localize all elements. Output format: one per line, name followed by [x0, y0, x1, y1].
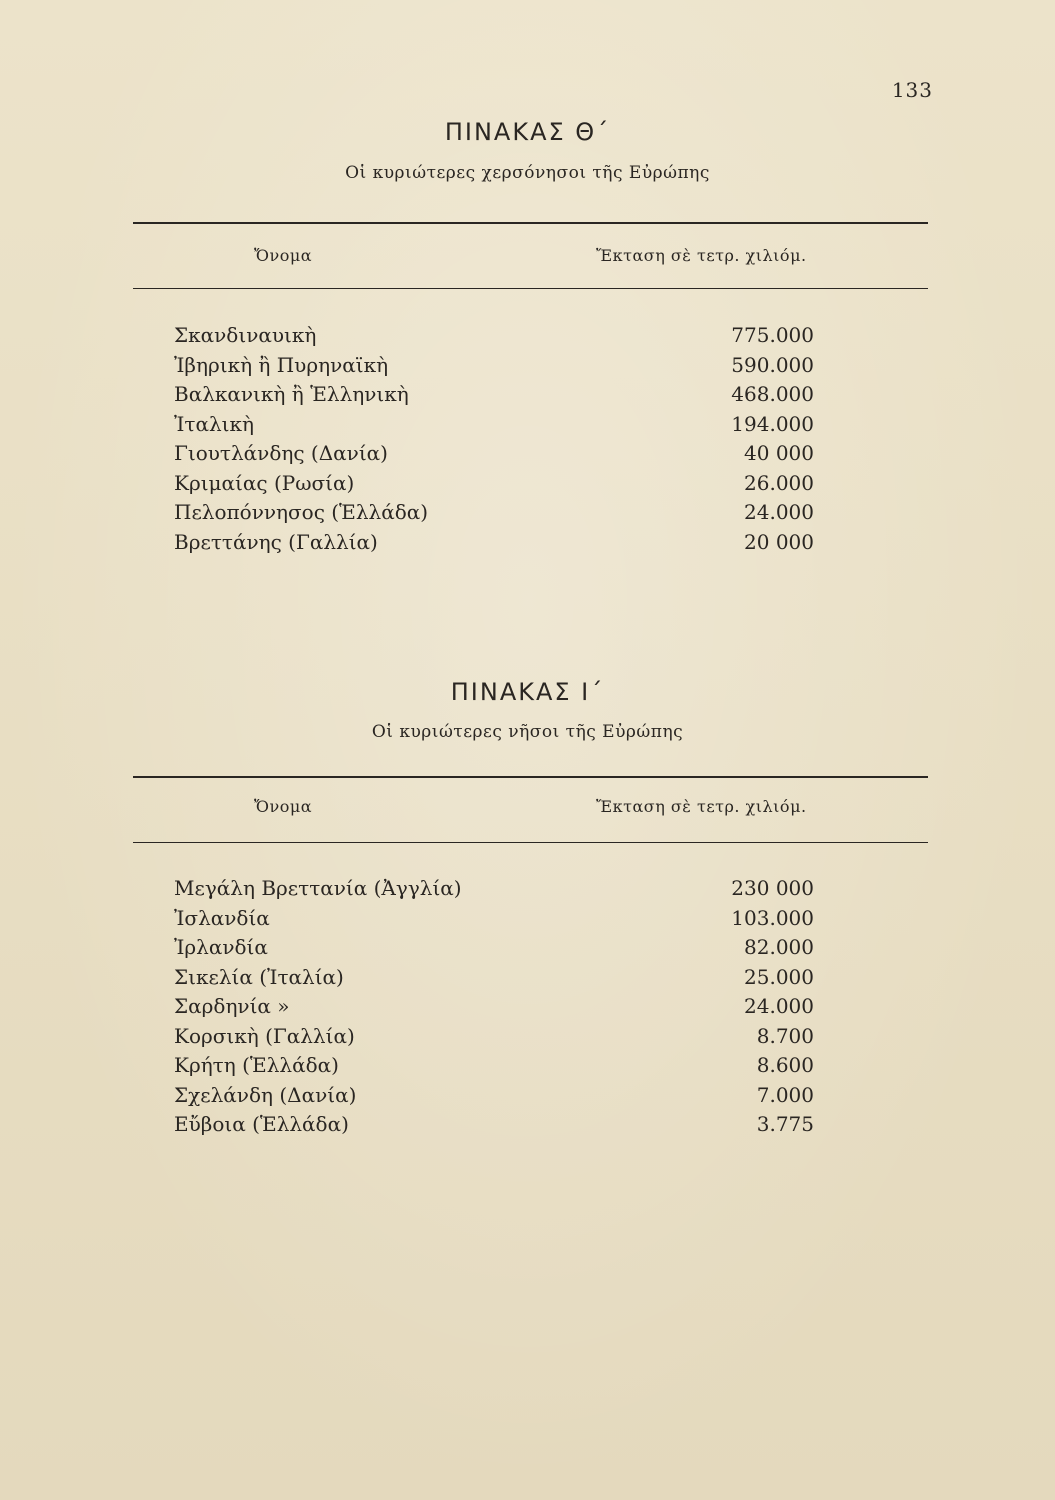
row-name: Ἰσλανδία	[174, 905, 270, 930]
row-name: Γιουτλάνδης (Δανία)	[174, 441, 388, 465]
table1-title: ΠΙΝΑΚΑΣ Θ΄	[444, 118, 611, 146]
table-row	[174, 351, 814, 381]
row-area-value: 25.000	[744, 964, 814, 989]
table-row	[174, 380, 814, 410]
row-name: Ἰρλανδία	[174, 935, 268, 959]
row-name: Σχελάνδη (Δανία)	[174, 1082, 357, 1107]
table1-header-rule	[133, 288, 928, 289]
row-name: Σαρδηνία »	[174, 994, 290, 1018]
row-name: Ἰταλικὴ	[174, 411, 254, 436]
table-row	[174, 963, 814, 993]
table-row	[174, 1022, 814, 1052]
row-area-value: 40 000	[744, 441, 814, 465]
table-row	[174, 321, 814, 351]
row-area-value: 24.000	[744, 500, 814, 524]
table2-rows	[174, 874, 814, 1140]
table-row	[174, 439, 814, 469]
table-row	[174, 1051, 814, 1081]
table2-col-area: Ἔκταση σὲ τετρ. χιλιόμ.	[596, 797, 807, 816]
row-name: Πελοπόννησος (Ἑλλάδα)	[174, 500, 429, 524]
row-name: Κριμαίας (Ρωσία)	[174, 470, 355, 495]
table-row	[174, 469, 814, 499]
table1-col-area: Ἔκταση σὲ τετρ. χιλιόμ.	[596, 246, 807, 265]
table1-col-name: Ὄνομα	[254, 246, 313, 265]
row-area-value: 8.600	[756, 1053, 814, 1077]
row-area-value: 82.000	[744, 935, 814, 959]
row-area-value: 230 000	[731, 876, 814, 900]
table1-rows	[174, 321, 814, 557]
table2-top-rule	[133, 776, 928, 778]
table2-header-rule	[133, 842, 928, 843]
table-row	[174, 904, 814, 934]
table-row	[174, 498, 814, 528]
table-row	[174, 528, 814, 558]
row-name: Βαλκανικὴ ἢ Ἑλληνικὴ	[174, 382, 409, 406]
table-row	[174, 410, 814, 440]
row-area-value: 20 000	[744, 529, 814, 554]
row-area-value: 103.000	[731, 905, 814, 930]
row-name: Κορσικὴ (Γαλλία)	[174, 1023, 355, 1048]
row-area-value: 775.000	[731, 323, 814, 347]
table2-title: ΠΙΝΑΚΑΣ Ι΄	[450, 678, 605, 706]
table2-subtitle: Οἱ κυριώτερες νῆσοι τῆς Εὐρώπης	[371, 722, 684, 742]
row-area-value: 24.000	[744, 994, 814, 1018]
row-name: Μεγάλη Βρεττανία (Ἀγγλία)	[174, 876, 462, 900]
table-row	[174, 1081, 814, 1111]
table-row	[174, 1110, 814, 1140]
row-area-value: 468.000	[731, 382, 814, 406]
row-area-value: 590.000	[731, 352, 814, 377]
row-name: Ἰβηρικὴ ἢ Πυρηναϊκὴ	[174, 352, 389, 377]
row-area-value: 194.000	[731, 411, 814, 436]
row-area-value: 7.000	[756, 1082, 814, 1107]
table-row	[174, 992, 814, 1022]
row-name: Σικελία (Ἰταλία)	[174, 964, 344, 989]
table2-col-name: Ὄνομα	[254, 797, 313, 816]
row-name: Κρήτη (Ἑλλάδα)	[174, 1053, 339, 1077]
row-name: Βρεττάνης (Γαλλία)	[174, 529, 378, 554]
table1-subtitle: Οἱ κυριώτερες χερσόνησοι τῆς Εὐρώπης	[345, 163, 710, 183]
page-number: 133	[891, 78, 933, 102]
table1-top-rule	[133, 222, 928, 224]
row-area-value: 26.000	[744, 470, 814, 495]
row-area-value: 3.775	[756, 1112, 814, 1136]
table-row	[174, 874, 814, 904]
row-area-value: 8.700	[756, 1023, 814, 1048]
table-row	[174, 933, 814, 963]
row-name: Σκανδιναυικὴ	[174, 323, 317, 347]
row-name: Εὔβοια (Ἑλλάδα)	[174, 1112, 349, 1136]
